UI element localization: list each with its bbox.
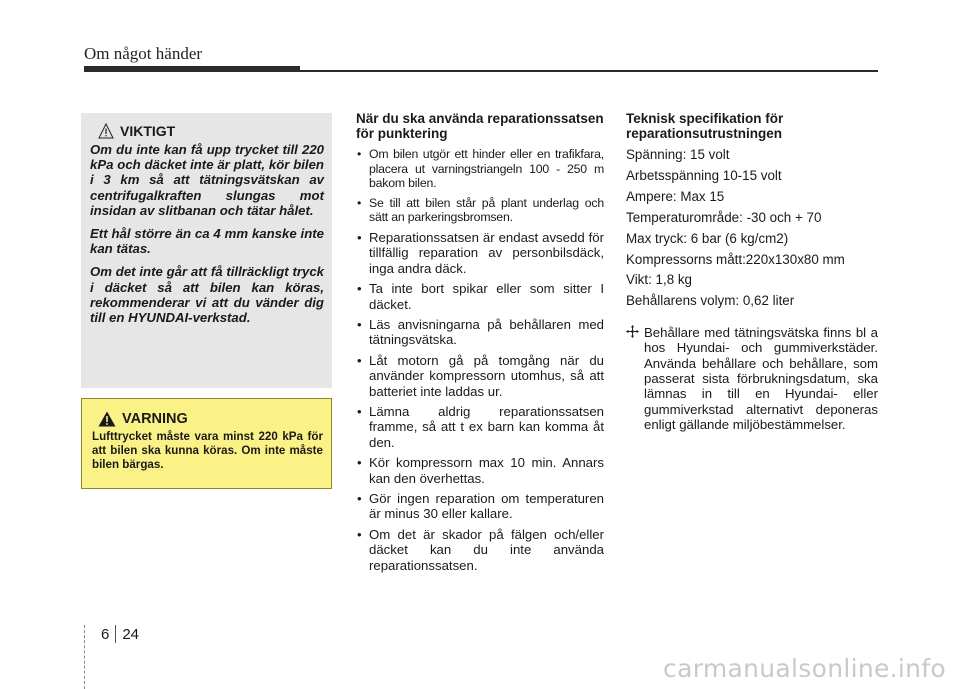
repair-kit-section (356, 111, 604, 578)
warning-header (98, 411, 323, 427)
list-item: • Om bilen utgör ett hinder eller en trafikfara, placera ut varningstriangeln 100 - 250 m bakom bilen. (356, 147, 604, 191)
warning-title: VARNING (122, 411, 188, 427)
section-title: När du ska använda reparationssatsen för punktering (356, 111, 604, 141)
instruction-list (356, 147, 604, 573)
page-number-divider (115, 625, 116, 643)
list-item: • Om det är skador på fälgen och/eller däcket kan du inte använda reparationssatsen. (356, 527, 604, 573)
warning-solid-icon (98, 411, 116, 427)
notice-header (98, 123, 324, 139)
page-number (101, 625, 139, 643)
notice-paragraph: Ett hål större än ca 4 mm kanske inte kan tätas. (90, 226, 324, 257)
list-item: • Reparationssatsen är endast avsedd för tillfällig reparation av personbilsdäck, inga andra däck. (356, 230, 604, 276)
list-item: • Se till att bilen står på plant underlag och sätt an parkeringsbromsen. (356, 196, 604, 225)
header-rule-thick (84, 66, 300, 72)
viktigt-notice-box (81, 113, 332, 388)
section-title: Teknisk specifikation för reparationsutrustningen (626, 111, 784, 141)
section-header-title: Om något händer (84, 44, 203, 63)
warning-outline-icon (98, 123, 114, 139)
list-item: • Lämna aldrig reparationssatsen framme, så att t ex barn kan komma åt den. (356, 404, 604, 450)
recycle-icon (626, 325, 639, 338)
chapter-number: 6 (101, 625, 110, 643)
spec-line: Behållarens volym: 0,62 liter (626, 293, 795, 309)
varning-box (81, 398, 332, 489)
spec-line: Temperaturområde: -30 och + 70 (626, 209, 822, 225)
notice-paragraph: Om du inte kan få upp trycket till 220 kPa och däcket inte är platt, kör bilen i 3 km så att tätningsvätskan av centrifugalkraften slungas mot insidan av slitbanan och tätar hålet. (90, 142, 324, 218)
watermark: carmanualsonline.info (663, 654, 946, 683)
margin-guide (84, 625, 86, 689)
spec-line: Arbetsspänning 10-15 volt (626, 167, 782, 183)
page-number-value: 24 (122, 625, 140, 643)
list-item: • Ta inte bort spikar eller som sitter I däcket. (356, 281, 604, 312)
spec-line: Spänning: 15 volt (626, 147, 730, 162)
note-text: Behållare med tätningsvätska finns bl a hos Hyundai- och gummiverkstäder. Använda behållare och behållare, som passerat sista förbrukningsdatum, ska lämnas in till en Hyundai- eller gummiverkstad alternativt deponeras enligt gällande miljöbestämmelser. (644, 324, 878, 433)
spec-line: Ampere: Max 15 (626, 188, 725, 204)
list-item: • Kör kompressorn max 10 min. Annars kan den överhettas. (356, 455, 604, 486)
technical-spec-section (626, 111, 878, 433)
list-item: • Läs anvisningarna på behållaren med tätningsvätska. (356, 317, 604, 348)
notice-paragraph: Om det inte går att få tillräckligt tryck i däcket så att bilen kan köras, rekommenderar vi att du vänder dig till en HYUNDAI-verkstad. (90, 264, 324, 326)
spec-line: Kompressorns mått:220x130x80 mm (626, 251, 845, 267)
notice-title: VIKTIGT (120, 123, 176, 139)
header-rule-thin (300, 70, 878, 72)
list-item: • Låt motorn gå på tomgång när du använder kompressorn utomhus, så att batteriet inte laddas ur. (356, 353, 604, 399)
warning-body: Lufttrycket måste vara minst 220 kPa för att bilen ska kunna köras. Om inte måste bilen bärgas. (92, 430, 323, 471)
disposal-note (626, 325, 878, 433)
spec-line: Max tryck: 6 bar (6 kg/cm2) (626, 230, 789, 246)
spec-line: Vikt: 1,8 kg (626, 272, 692, 288)
list-item: • Gör ingen reparation om temperaturen är minus 30 eller kallare. (356, 491, 604, 522)
